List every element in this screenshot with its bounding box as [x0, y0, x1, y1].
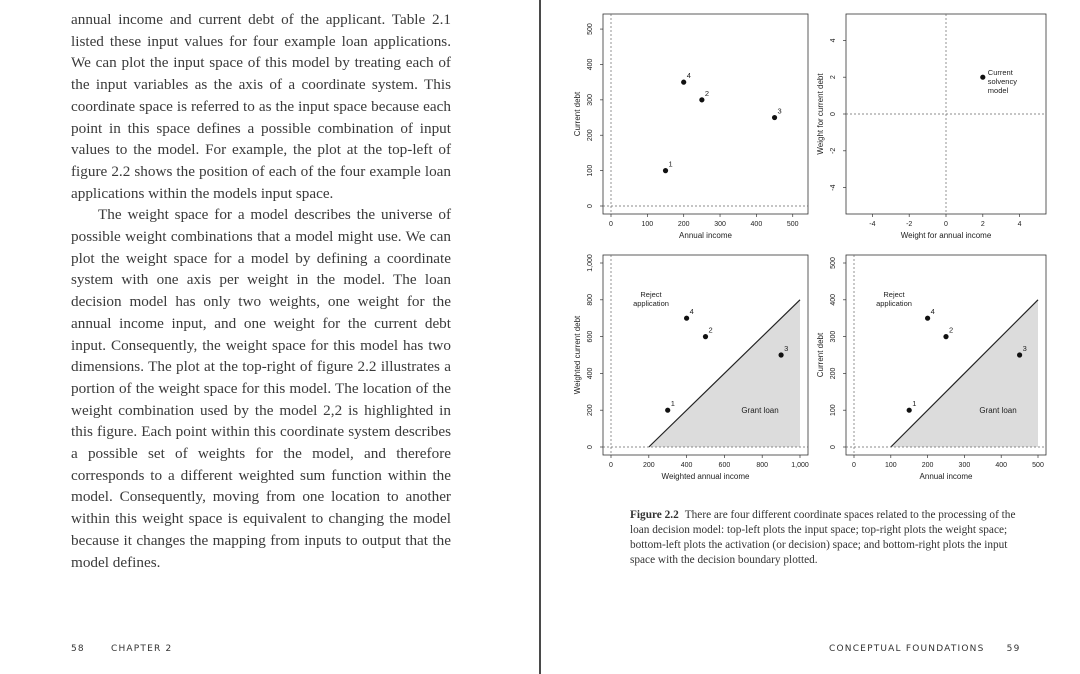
panel-1-point-3 — [772, 115, 777, 120]
panel-2-y-tick-label: 0 — [830, 112, 837, 116]
panel-3-grant-label: Grant loan — [741, 406, 779, 415]
caption-label: Figure 2.2 — [630, 509, 679, 521]
panel-4-point-label-2: 2 — [949, 325, 954, 335]
panel-4-x-tick-label: 500 — [1032, 462, 1044, 469]
panel-3-x-tick-label: 1,000 — [791, 462, 809, 469]
panel-3-point-label-2: 2 — [708, 325, 713, 335]
right-footer — [829, 644, 1021, 654]
panel-2-point-label-1: Current — [987, 68, 1013, 78]
panel-2-x-tick-label: 0 — [944, 221, 948, 228]
left-footer — [71, 644, 172, 654]
panel-1-y-tick-label: 100 — [587, 164, 594, 177]
caption-text: There are four different coordinate spaces related to the processing of the loan decision model: top-left plots the input space; top-right plots the weight space; bottom-left plots the activation (or decision) space; and bottom-right plots the input space with the decision boundary plotted. — [630, 509, 1016, 566]
panel-4-reject-label: Reject — [883, 290, 905, 299]
panel-3-y-tick-label: 800 — [587, 293, 594, 306]
figure-caption — [630, 508, 1020, 568]
paragraph-1: annual income and current debt of the applicant. Table 2.1 listed these input values for four example loan applications. We can plot the input space of this model by treating each of the input variables as the axis of a coordinate system. This coordinate space is referred to as the input space because each point in this space defines a possible combination of input values to the model. For example, the plot at the top-left of figure 2.2 shows the position of each of the four example loan applications within the models input space. — [71, 11, 451, 202]
panel-4-y-tick-label: 200 — [830, 367, 837, 380]
panel-2-y-tick-label: -2 — [830, 147, 837, 154]
panel-3-reject-label: Reject — [640, 290, 662, 299]
chapter-label: CHAPTER 2 — [110, 644, 173, 654]
panel-2-y-axis-label: Weight for current debt — [816, 73, 825, 155]
panel-2-y-tick-label: 2 — [830, 75, 837, 80]
panel-3-x-tick-label: 400 — [680, 462, 693, 469]
panel-1-point-label-1: 1 — [668, 159, 673, 169]
panel-2-point-label-1: model — [987, 86, 1009, 96]
panel-1-y-tick-label: 200 — [587, 129, 594, 142]
panel-2-x-tick-label: -2 — [906, 221, 913, 228]
panel-3-x-tick-label: 200 — [642, 462, 655, 469]
panel-4-x-tick-label: 0 — [852, 462, 856, 469]
panel-4-x-tick-label: 100 — [884, 462, 897, 469]
panel-4-y-tick-label: 300 — [830, 330, 837, 343]
panel-3-x-tick-label: 600 — [718, 462, 731, 469]
panel-4-point-label-4: 4 — [930, 307, 935, 317]
panel-1-y-tick-label: 0 — [587, 204, 594, 208]
panel-1-y-axis-label: Current debt — [573, 91, 582, 137]
panel-1-x-tick-label: 200 — [677, 221, 690, 228]
panel-1-x-axis-label: Annual income — [679, 231, 732, 240]
panel-3-point-label-3: 3 — [784, 344, 789, 353]
panel-3-y-tick-label: 400 — [587, 367, 594, 380]
right-page-number: 59 — [1006, 644, 1021, 654]
section-label: CONCEPTUAL FOUNDATIONS — [829, 644, 985, 654]
panel-3-point-label-4: 4 — [689, 307, 694, 317]
panel-3-y-axis-label: Weighted current debt — [573, 315, 582, 395]
panel-1-x-tick-label: 100 — [641, 221, 654, 228]
panel-2-y-tick-label: 4 — [830, 38, 837, 43]
panel-4-y-tick-label: 400 — [830, 293, 837, 306]
panel-3-x-axis-label: Weighted annual income — [661, 472, 750, 481]
panel-3-y-tick-label: 600 — [587, 330, 594, 343]
panel-4-point-2 — [943, 334, 948, 339]
panel-3-y-tick-label: 1,000 — [587, 254, 594, 272]
panel-4-y-tick-label: 500 — [830, 257, 837, 269]
panel-1-x-tick-label: 300 — [714, 221, 726, 228]
panel-4-x-tick-label: 300 — [958, 462, 971, 469]
panel-4-point-3 — [1017, 352, 1022, 357]
panel-3-y-tick-label: 0 — [587, 445, 594, 449]
panel-2-x-tick-label: 4 — [1017, 221, 1022, 228]
panel-2-y-tick-label: -4 — [830, 184, 837, 191]
panel-3-point-1 — [665, 408, 670, 413]
panel-3-x-tick-label: 0 — [609, 462, 613, 469]
panel-4-y-axis-label: Current debt — [816, 332, 825, 378]
panel-1-point-label-2: 2 — [704, 88, 710, 98]
panel-1-y-tick-label: 300 — [587, 94, 594, 106]
panel-1-y-tick-label: 400 — [587, 58, 594, 71]
panel-4-y-tick-label: 100 — [830, 404, 837, 417]
panel-4-x-tick-label: 400 — [995, 462, 1008, 469]
panel-2-x-tick-label: 2 — [980, 221, 985, 228]
panel-2-x-tick-label: -4 — [869, 221, 876, 228]
panel-3-point-2 — [703, 334, 708, 339]
panel-3-point-4 — [684, 316, 689, 321]
panel-1-point-label-3: 3 — [777, 106, 782, 116]
panel-1-x-tick-label: 500 — [786, 221, 799, 228]
panel-3-point-3 — [779, 352, 784, 357]
panel-1-x-tick-label: 0 — [609, 221, 613, 228]
paragraph-2: The weight space for a model describes the universe of possible weight combinations that a model might use. We can plot the weight space for a model by defining a coordinate system with one axis per weight in the model. The loan decision model has only two weights, one weight for the annual income input, and one weight for the current debt input. Consequently, the weight space for this model has two dimensions. The plot at the top-right of figure 2.2 illustrates a portion of the weight space for this model. The location of the weight combination used by the model 2,2 is highlighted in this figure. Each point within this coordinate system describes a possible set of weights for the model, and therefore corresponds to a different weighted sum function within the model. Consequently, moving from one location to another within this weight space is equivalent to changing the model because it changes the mapping from inputs to output that the model defines. — [71, 206, 451, 571]
panel-4-point-1 — [907, 408, 912, 413]
panel-2-point-label-1: solvency — [987, 77, 1017, 87]
panel-3-reject-label: application — [633, 299, 669, 308]
panel-4-point-label-1: 1 — [912, 399, 917, 409]
panel-1-point-4 — [681, 80, 686, 85]
panel-3-y-tick-label: 200 — [587, 404, 594, 417]
panel-2-x-axis-label: Weight for annual income — [900, 231, 992, 240]
panel-2-point-1 — [980, 75, 985, 80]
panel-4-y-tick-label: 0 — [830, 445, 837, 449]
panel-1-y-tick-label: 500 — [587, 23, 594, 35]
left-page-number: 58 — [71, 644, 85, 654]
panel-4-grant-label: Grant loan — [979, 406, 1017, 415]
panel-1-point-label-4: 4 — [686, 71, 691, 81]
panel-1-point-1 — [663, 168, 668, 173]
panel-4-x-tick-label: 200 — [921, 462, 934, 469]
panel-4-reject-label: application — [876, 299, 912, 308]
panel-3-point-label-1: 1 — [670, 399, 675, 409]
panel-3-x-tick-label: 800 — [756, 462, 769, 469]
panel-1-point-2 — [699, 97, 704, 102]
panel-4-point-label-3: 3 — [1022, 344, 1027, 353]
panel-1-x-tick-label: 400 — [750, 221, 763, 228]
panel-4-point-4 — [925, 316, 930, 321]
panel-4-x-axis-label: Annual income — [919, 472, 973, 481]
